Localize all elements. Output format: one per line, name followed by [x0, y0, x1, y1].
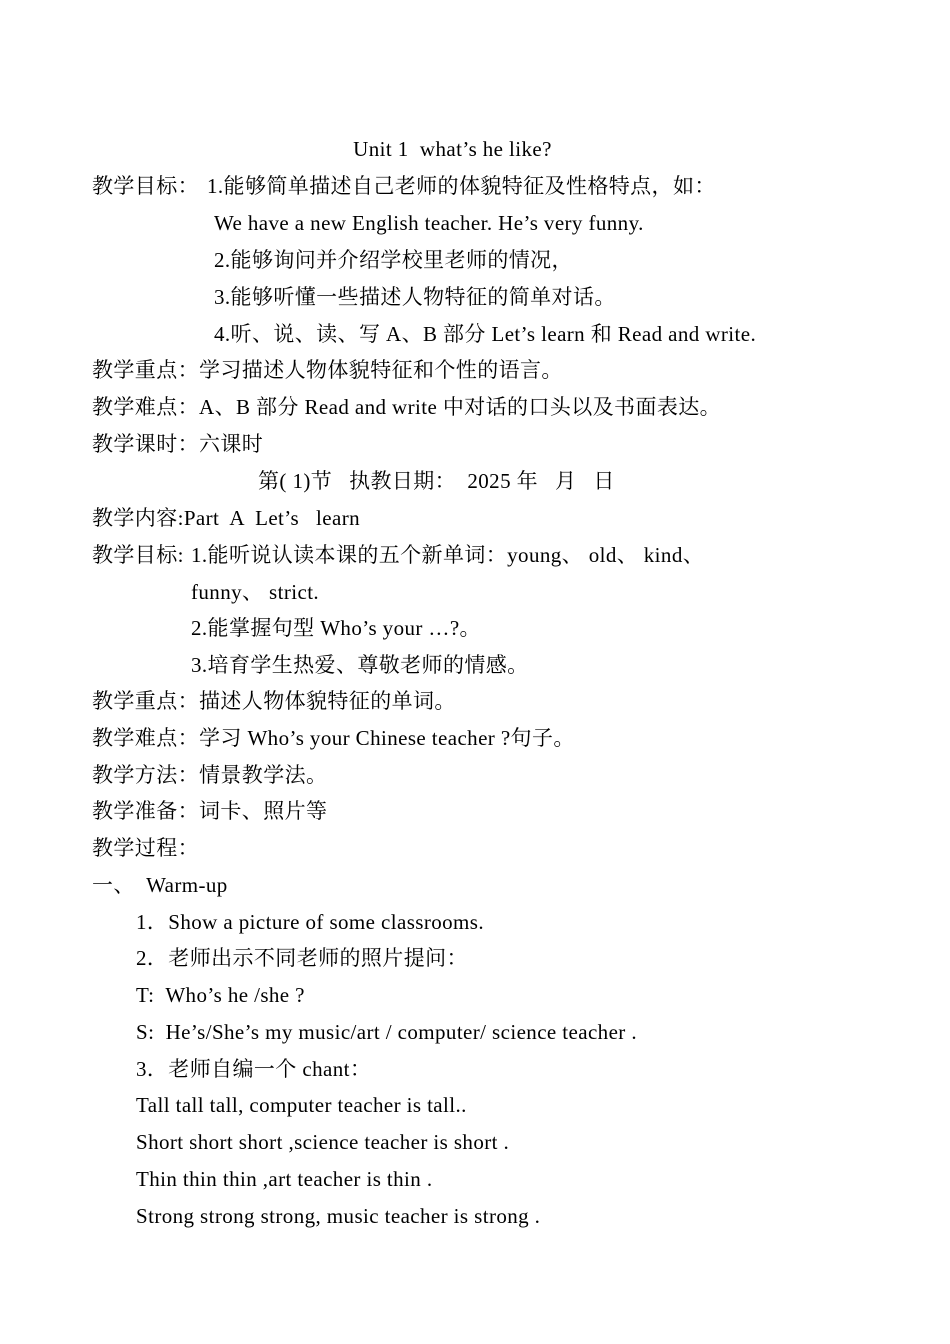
document-title: Unit 1 what’s he like?: [353, 137, 552, 161]
lesson-method: 教学方法：情景教学法。: [92, 763, 328, 787]
warmup-student-line: S: He’s/She’s my music/art / computer/ science teacher .: [136, 1020, 638, 1044]
unit-hours: 教学课时：六课时: [92, 432, 264, 456]
warmup-step-1: 1．Show a picture of some classrooms.: [136, 910, 485, 934]
unit-goal-4: 4.听、说、读、写 A、B 部分 Let’s learn 和 Read and write.: [214, 322, 757, 346]
warmup-step-2: 2．老师出示不同老师的照片提问：: [136, 946, 468, 970]
warmup-step-3: 3．老师自编一个 chant：: [136, 1057, 372, 1081]
unit-goal-1: 1.能够简单描述自己老师的体貌特征及性格特点，如：: [207, 174, 716, 198]
chant-line-2: Short short short ,science teacher is short .: [136, 1130, 510, 1154]
unit-goal-3: 3.能够听懂一些描述人物特征的简单对话。: [214, 285, 616, 309]
lesson-goal-3: 3.培育学生热爱、尊敬老师的情感。: [191, 653, 529, 677]
warmup-teacher-line: T: Who’s he /she ?: [136, 983, 305, 1007]
lesson-goal-2: 2.能掌握句型 Who’s your …?。: [191, 616, 481, 640]
unit-goals-label: 教学目标：: [92, 174, 199, 198]
unit-difficulties: 教学难点：A、B 部分 Read and write 中对话的口头以及书面表达。: [92, 395, 722, 419]
unit-key-points: 教学重点：学习描述人物体貌特征和个性的语言。: [92, 358, 563, 382]
lesson-goal-1: 1.能听说认读本课的五个新单词：young、 old、 kind、: [191, 543, 705, 567]
lesson-preparation: 教学准备：词卡、照片等: [92, 799, 328, 823]
chant-line-1: Tall tall tall, computer teacher is tall..: [136, 1093, 467, 1117]
unit-goal-example: We have a new English teacher. He’s very funny.: [214, 211, 644, 235]
unit-goal-2: 2.能够询问并介绍学校里老师的情况，: [214, 248, 573, 272]
lesson-goals-label: 教学目标:: [92, 543, 184, 567]
chant-line-3: Thin thin thin ,art teacher is thin .: [136, 1167, 433, 1191]
lesson-difficulties: 教学难点：学习 Who’s your Chinese teacher ?句子。: [92, 726, 575, 750]
lesson-goal-1-cont: funny、 strict.: [191, 580, 320, 604]
chant-line-4: Strong strong strong, music teacher is strong .: [136, 1204, 541, 1228]
lesson-process-label: 教学过程：: [92, 836, 199, 860]
lesson-content: 教学内容:Part A Let’s learn: [92, 506, 361, 530]
warmup-heading: 一、 Warm-up: [92, 873, 228, 897]
lesson-key-points: 教学重点：描述人物体貌特征的单词。: [92, 689, 456, 713]
lesson-header: 第( 1)节 执教日期： 2025 年 月 日: [258, 469, 615, 493]
